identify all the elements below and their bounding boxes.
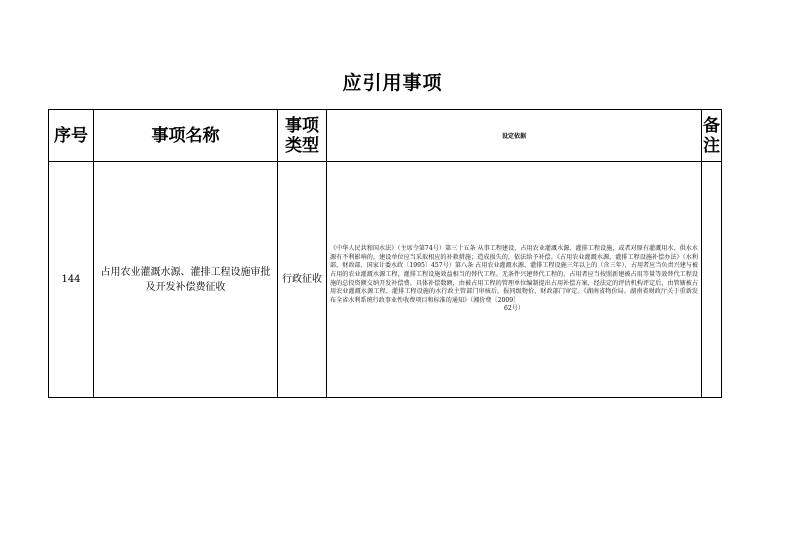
header-remark-line2: 注 bbox=[703, 135, 720, 156]
page-title: 应引用事项 bbox=[342, 72, 443, 94]
header-remark bbox=[702, 110, 722, 162]
table-header-row bbox=[49, 110, 722, 162]
cell-basis bbox=[327, 162, 702, 398]
cell-basis-tail: 62号） bbox=[504, 305, 524, 313]
cell-name: 占用农业灌溉水源、灌排工程设施审批及开发补偿费征收 bbox=[94, 162, 278, 398]
header-remark-line1: 备 bbox=[703, 115, 720, 136]
cell-remark bbox=[702, 162, 722, 398]
table-row bbox=[49, 162, 722, 398]
cell-seq: 144 bbox=[49, 162, 94, 398]
header-type bbox=[278, 110, 327, 162]
header-type-line1: 事项 bbox=[285, 115, 319, 136]
header-seq: 序号 bbox=[49, 110, 94, 162]
header-type-line2: 类型 bbox=[285, 135, 319, 156]
cell-type: 行政征收 bbox=[278, 162, 327, 398]
items-table bbox=[48, 109, 722, 398]
header-basis: 设定依据 bbox=[327, 110, 702, 162]
header-name: 事项名称 bbox=[94, 110, 278, 162]
cell-basis-text: 《中华人民共和国水法》（主席令第74号）第三十五条 从事工程建设，占用农业灌溉水源、灌排工程设施，或者对原有灌溉用水、供水水源有不利影响的，建设单位应当采取相应的补救措施；造成损失的，依法给予补偿。《占用农业灌溉水源、灌排工程设施补偿办法》（水利部、财政部、国家计委水政〔1995〕457号）第八条 占用农业灌溉水源、灌排工程设施三年以上的（含三年），占用者应当负责兴建与被占用的农业灌溉水源工程、灌排工程设施效益相当的替代工程。无条件兴建替代工程的，占用者应当按照新建被占用等量等效替代工程设施的总投资额交纳开发补偿费。具体补偿数额，由被占用工程的管理单位编制提出占用补偿方案，经法定的评估机构评定后，由管辖被占用农业灌溉水源工程、灌排工程设施的水行政主管部门审核后，报同级物价、财政部门审定。《湖南省物价局、湖南省财政厅关于重新发布全省水利系统行政事业性收费项目和标准的通知》（湘价费〔2009〕 bbox=[330, 245, 698, 304]
